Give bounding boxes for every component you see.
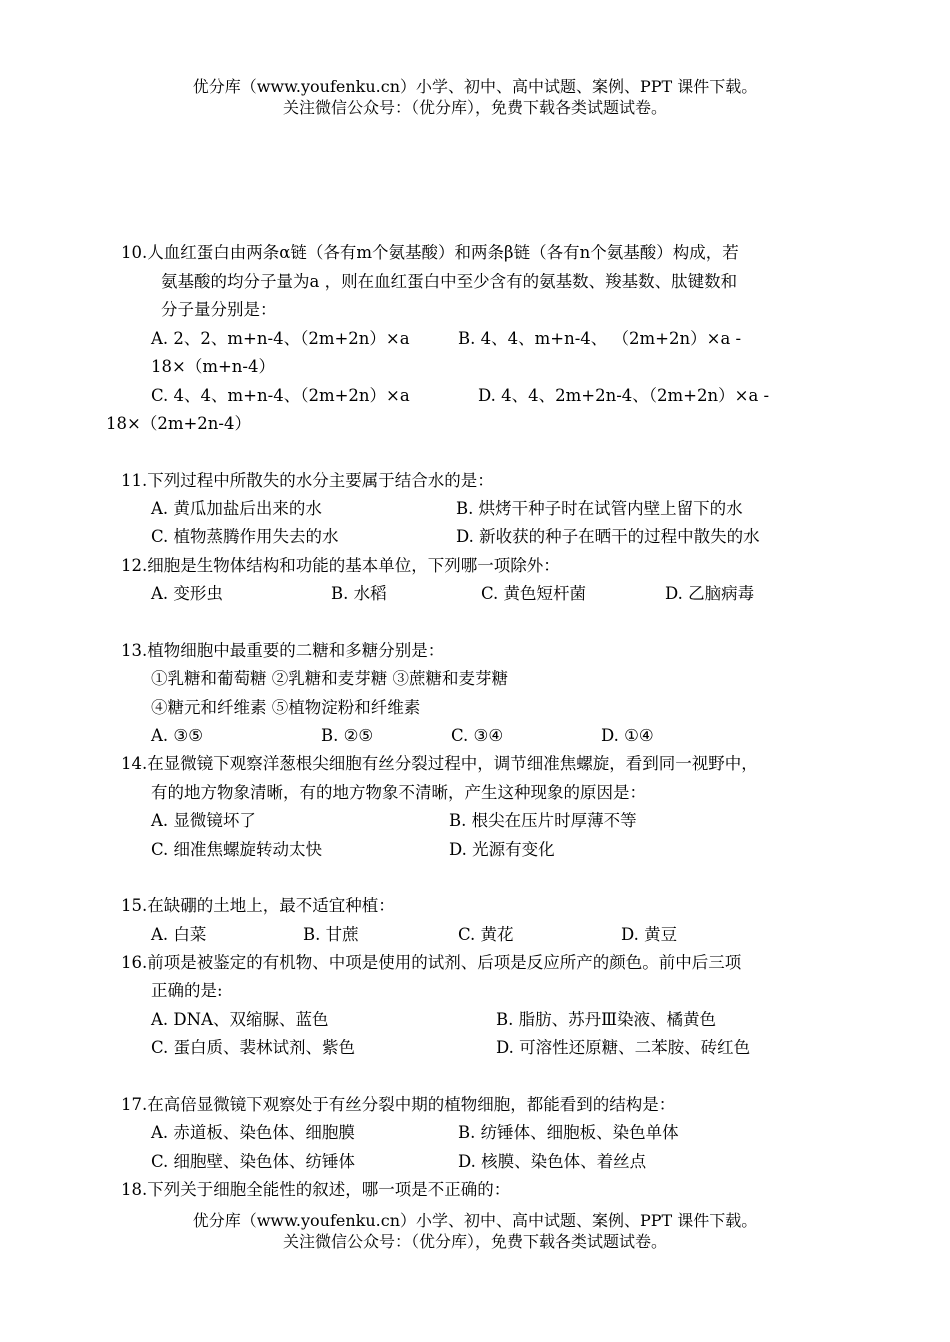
question-16-stem-line-2: 正确的是: [151, 981, 223, 1000]
question-15-option-c: C. 黄花 [458, 925, 514, 944]
question-16-stem-line-1: 16.前项是被鉴定的有机物、中项是使用的试剂、后项是反应所产的颜色。前中后三项 [121, 953, 742, 972]
question-12-stem: 12.细胞是生物体结构和功能的基本单位，下列哪一项除外： [121, 556, 560, 575]
question-10-option-a: A. 2、2、m+n-4、（2m+2n）×a [151, 329, 410, 348]
question-11-option-c: C. 植物蒸腾作用失去的水 [151, 527, 339, 546]
question-10-option-c: C. 4、4、m+n-4、（2m+2n）×a [151, 386, 410, 405]
question-10-option-d: D. 4、4、2m+2n-4、（2m+2n）×a - [478, 386, 770, 405]
question-15-option-b: B. 甘蔗 [303, 925, 359, 944]
question-11-stem: 11.下列过程中所散失的水分主要属于结合水的是： [121, 471, 494, 490]
question-10-stem-line-2: 氨基酸的均分子量为a ，则在血红蛋白中至少含有的氨基数、羧基数、肽键数和 [161, 272, 738, 291]
page-footer-line-1: 优分库（www.youfenku.cn）小学、初中、高中试题、案例、PPT 课件下载。 [192, 1211, 758, 1230]
question-17-option-a: A. 赤道板、染色体、细胞膜 [151, 1123, 355, 1142]
question-15-option-d: D. 黄豆 [621, 925, 678, 944]
question-17-option-b: B. 纺锤体、细胞板、染色单体 [458, 1123, 679, 1142]
question-14-option-b: B. 根尖在压片时厚薄不等 [449, 811, 637, 830]
question-12-option-b: B. 水稻 [331, 584, 387, 603]
question-12-option-d: D. 乙脑病毒 [665, 584, 755, 603]
question-13-stem: 13.植物细胞中最重要的二糖和多糖分别是： [121, 641, 445, 660]
question-10-stem-line-3: 分子量分别是： [161, 300, 277, 319]
question-17-option-d: D. 核膜、染色体、着丝点 [458, 1152, 647, 1171]
question-16-option-c: C. 蛋白质、裴林试剂、紫色 [151, 1038, 356, 1057]
page-footer-line-2: 关注微信公众号：（优分库），免费下载各类试题试卷。 [282, 1232, 667, 1251]
question-17-option-c: C. 细胞壁、染色体、纺锤体 [151, 1152, 356, 1171]
question-12-option-a: A. 变形虫 [151, 584, 223, 603]
question-11-option-a: A. 黄瓜加盐后出来的水 [151, 499, 322, 518]
question-13-choices-line-1: ①乳糖和葡萄糖 ②乳糖和麦芽糖 ③蔗糖和麦芽糖 [151, 669, 508, 688]
question-13-option-c: C. ③④ [451, 726, 504, 745]
question-10-option-b: B. 4、4、m+n-4、 （2m+2n）×a - [458, 329, 742, 348]
question-10-option-b-continued: 18×（m+n-4） [151, 357, 275, 376]
question-15-stem: 15.在缺硼的土地上，最不适宜种植： [121, 896, 395, 915]
question-10-option-d-continued: 18×（2m+2n-4） [106, 414, 251, 433]
question-14-option-a: A. 显微镜坏了 [151, 811, 256, 830]
question-13-option-b: B. ②⑤ [321, 726, 374, 745]
question-14-option-c: C. 细准焦螺旋转动太快 [151, 840, 323, 859]
question-14-stem-line-2: 有的地方物象清晰，有的地方物象不清晰，产生这种现象的原因是： [151, 783, 646, 802]
page-header-line-1: 优分库（www.youfenku.cn）小学、初中、高中试题、案例、PPT 课件下载。 [192, 77, 758, 96]
question-17-stem: 17.在高倍显微镜下观察处于有丝分裂中期的植物细胞，都能看到的结构是： [121, 1095, 676, 1114]
question-18-stem: 18.下列关于细胞全能性的叙述，哪一项是不正确的： [121, 1180, 511, 1199]
question-13-option-d: D. ①④ [601, 726, 654, 745]
question-11-option-d: D. 新收获的种子在晒干的过程中散失的水 [456, 527, 760, 546]
question-11-option-b: B. 烘烤干种子时在试管内壁上留下的水 [456, 499, 743, 518]
question-13-option-a: A. ③⑤ [151, 726, 203, 745]
page-header-line-2: 关注微信公众号：（优分库），免费下载各类试题试卷。 [282, 98, 667, 117]
question-16-option-a: A. DNA、双缩脲、蓝色 [151, 1010, 329, 1029]
question-16-option-d: D. 可溶性还原糖、二苯胺、砖红色 [496, 1038, 751, 1057]
question-13-choices-line-2: ④糖元和纤维素 ⑤植物淀粉和纤维素 [151, 698, 421, 717]
question-10-stem-line-1: 10.人血红蛋白由两条α链（各有m个氨基酸）和两条β链（各有n个氨基酸）构成，若 [121, 243, 739, 262]
question-14-stem-line-1: 14.在显微镜下观察洋葱根尖细胞有丝分裂过程中，调节细准焦螺旋，看到同一视野中， [121, 754, 758, 773]
question-12-option-c: C. 黄色短杆菌 [481, 584, 587, 603]
question-14-option-d: D. 光源有变化 [449, 840, 555, 859]
question-15-option-a: A. 白菜 [151, 925, 207, 944]
question-16-option-b: B. 脂肪、苏丹Ⅲ染液、橘黄色 [496, 1010, 717, 1029]
